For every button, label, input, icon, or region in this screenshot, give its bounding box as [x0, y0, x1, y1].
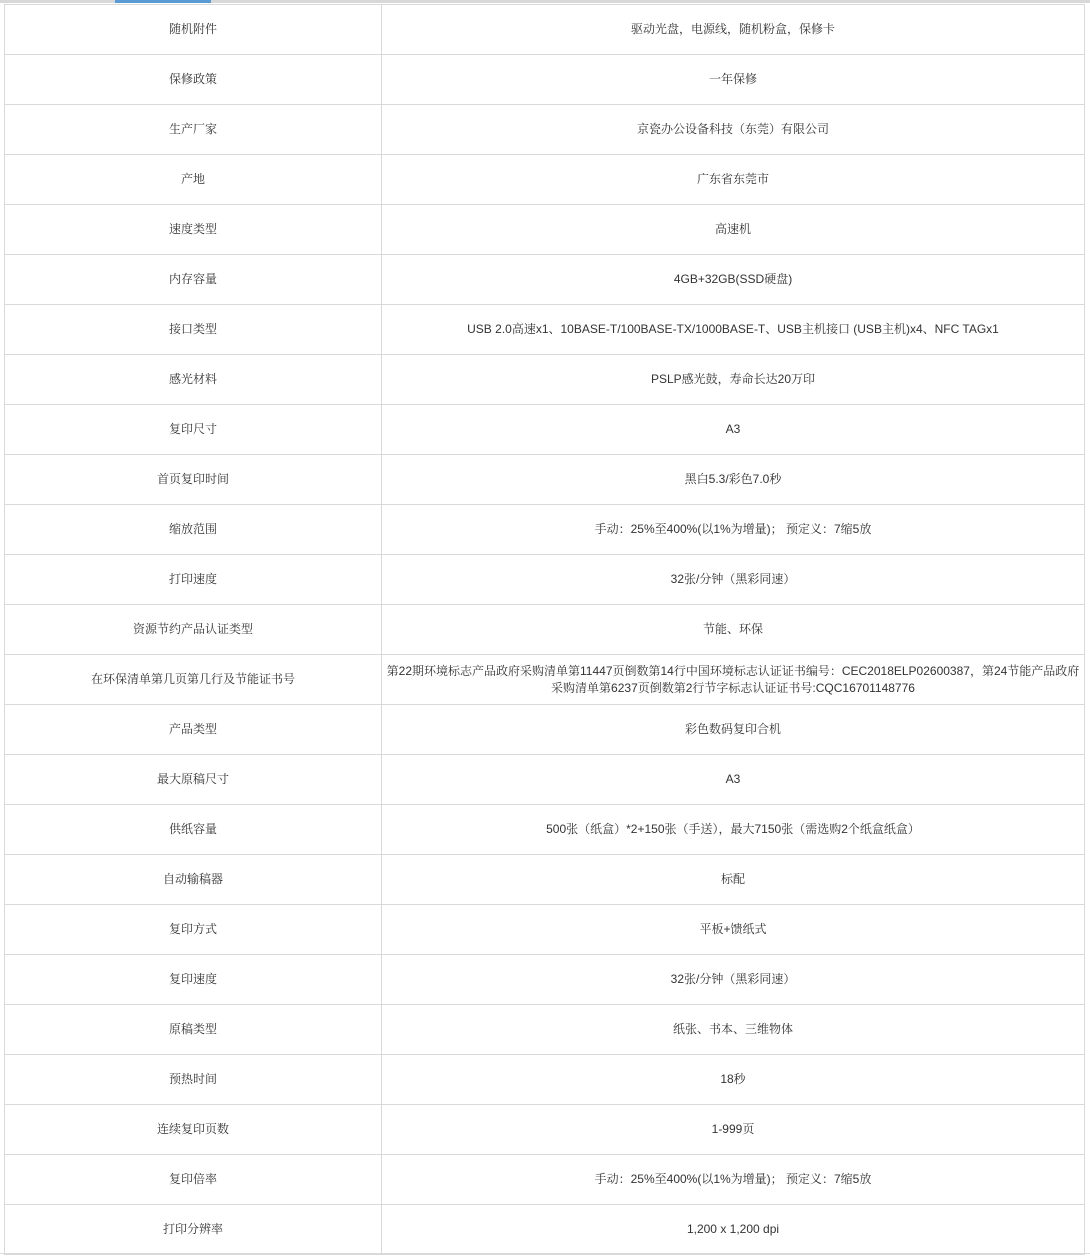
spec-value: 驱动光盘，电源线，随机粉盒，保修卡 — [382, 5, 1085, 55]
spec-label: 复印尺寸 — [5, 405, 382, 455]
spec-label: 速度类型 — [5, 205, 382, 255]
spec-value: PSLP感光鼓，寿命长达20万印 — [382, 355, 1085, 405]
spec-value: 黑白5.3/彩色7.0秒 — [382, 455, 1085, 505]
table-row — [5, 755, 1085, 805]
active-tab-indicator — [115, 0, 211, 3]
table-row — [5, 155, 1085, 205]
table-row — [5, 1055, 1085, 1105]
spec-label: 缩放范围 — [5, 505, 382, 555]
spec-label: 感光材料 — [5, 355, 382, 405]
table-row — [5, 905, 1085, 955]
spec-value: 32张/分钟（黑彩同速） — [382, 555, 1085, 605]
table-row — [5, 955, 1085, 1005]
spec-table-body — [5, 5, 1085, 1255]
spec-value: 节能、环保 — [382, 605, 1085, 655]
table-row — [5, 1105, 1085, 1155]
spec-value: 广东省东莞市 — [382, 155, 1085, 205]
spec-value: 1-999页 — [382, 1105, 1085, 1155]
table-row — [5, 1205, 1085, 1255]
spec-value: 1,200 x 1,200 dpi — [382, 1205, 1085, 1255]
spec-label: 供纸容量 — [5, 805, 382, 855]
table-row — [5, 855, 1085, 905]
spec-label: 保修政策 — [5, 55, 382, 105]
spec-value: 平板+馈纸式 — [382, 905, 1085, 955]
spec-value: 手动：25%至400%(以1%为增量)； 预定义：7缩5放 — [382, 1155, 1085, 1205]
spec-label: 产地 — [5, 155, 382, 205]
spec-label: 预热时间 — [5, 1055, 382, 1105]
table-row — [5, 505, 1085, 555]
spec-table — [4, 4, 1085, 1255]
spec-value: 标配 — [382, 855, 1085, 905]
table-row — [5, 105, 1085, 155]
table-row — [5, 1155, 1085, 1205]
spec-label: 随机附件 — [5, 5, 382, 55]
spec-label: 自动输稿器 — [5, 855, 382, 905]
spec-value: 4GB+32GB(SSD硬盘) — [382, 255, 1085, 305]
spec-label: 复印速度 — [5, 955, 382, 1005]
spec-label: 生产厂家 — [5, 105, 382, 155]
spec-value: 500张（纸盒）*2+150张（手送），最大7150张（需选购2个纸盒纸盒） — [382, 805, 1085, 855]
spec-value: A3 — [382, 755, 1085, 805]
spec-label: 连续复印页数 — [5, 1105, 382, 1155]
table-row — [5, 1005, 1085, 1055]
spec-label: 内存容量 — [5, 255, 382, 305]
table-row — [5, 355, 1085, 405]
spec-label: 原稿类型 — [5, 1005, 382, 1055]
table-row — [5, 655, 1085, 705]
table-row — [5, 55, 1085, 105]
table-row — [5, 605, 1085, 655]
table-row — [5, 455, 1085, 505]
table-row — [5, 705, 1085, 755]
spec-label: 打印分辨率 — [5, 1205, 382, 1255]
spec-value: 第22期环境标志产品政府采购清单第11447页倒数第14行中国环境标志认证证书编号：CEC2018ELP02600387，第24节能产品政府采购清单第6237页倒数第2行节字标志认证证书号:CQC16701148776 — [382, 655, 1085, 705]
spec-value: 高速机 — [382, 205, 1085, 255]
spec-label: 在环保清单第几页第几行及节能证书号 — [5, 655, 382, 705]
spec-value: 18秒 — [382, 1055, 1085, 1105]
table-row — [5, 5, 1085, 55]
table-row — [5, 555, 1085, 605]
table-row — [5, 255, 1085, 305]
table-row — [5, 805, 1085, 855]
spec-label: 接口类型 — [5, 305, 382, 355]
spec-value: 纸张、书本、三维物体 — [382, 1005, 1085, 1055]
spec-value: 手动：25%至400%(以1%为增量)； 预定义：7缩5放 — [382, 505, 1085, 555]
spec-label: 复印倍率 — [5, 1155, 382, 1205]
spec-label: 首页复印时间 — [5, 455, 382, 505]
spec-value: 彩色数码复印合机 — [382, 705, 1085, 755]
table-row — [5, 205, 1085, 255]
spec-value: 京瓷办公设备科技（东莞）有限公司 — [382, 105, 1085, 155]
spec-label: 复印方式 — [5, 905, 382, 955]
spec-label: 资源节约产品认证类型 — [5, 605, 382, 655]
table-row — [5, 305, 1085, 355]
spec-value: 一年保修 — [382, 55, 1085, 105]
spec-value: A3 — [382, 405, 1085, 455]
spec-label: 打印速度 — [5, 555, 382, 605]
spec-label: 最大原稿尺寸 — [5, 755, 382, 805]
spec-value: USB 2.0高速x1、10BASE-T/100BASE-TX/1000BASE-T、USB主机接口 (USB主机)x4、NFC TAGx1 — [382, 305, 1085, 355]
table-row — [5, 405, 1085, 455]
spec-label: 产品类型 — [5, 705, 382, 755]
spec-value: 32张/分钟（黑彩同速） — [382, 955, 1085, 1005]
bottom-divider — [0, 1253, 1090, 1254]
